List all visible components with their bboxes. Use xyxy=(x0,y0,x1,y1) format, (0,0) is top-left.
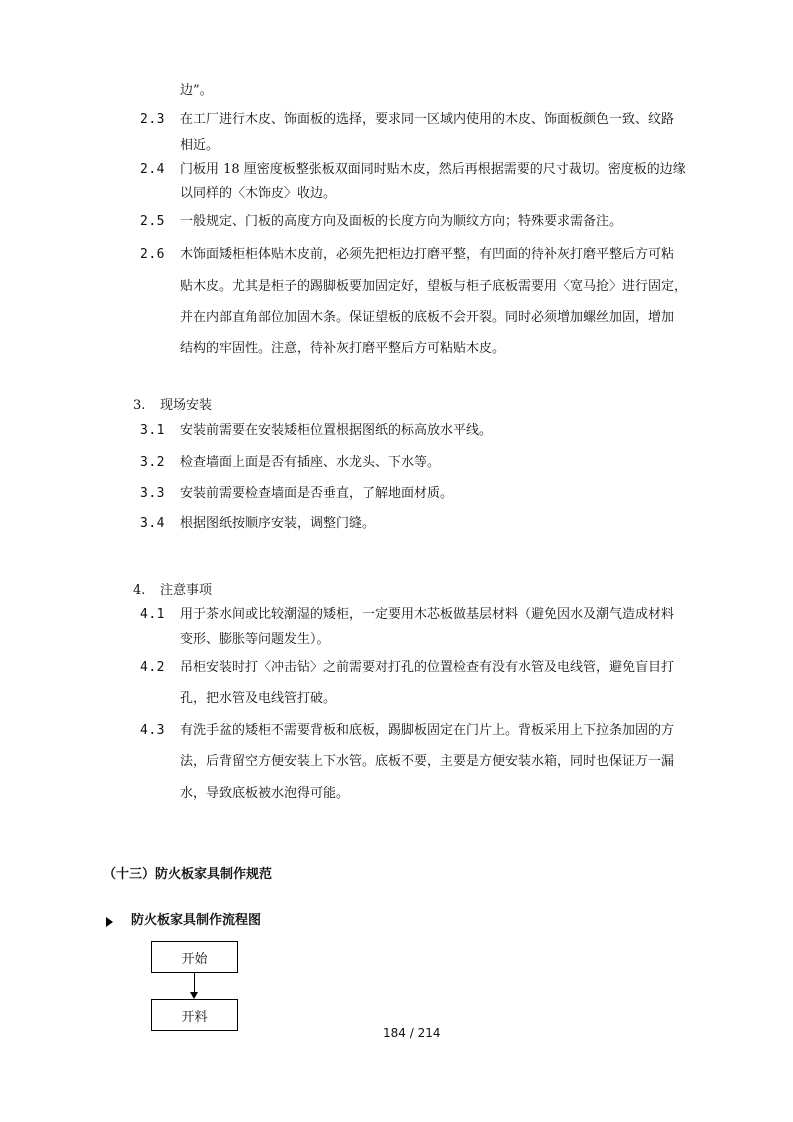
item-line: 安装前需要检查墙面是否垂直，了解地面材质。 xyxy=(180,486,454,501)
flow-arrow-head-icon xyxy=(190,992,198,999)
item-line: 相近。 xyxy=(180,138,220,153)
item-line: 木饰面矮柜柜体贴木皮前，必须先把柜边打磨平整，有凹面的待补灰打磨平整后方可粘 xyxy=(180,247,675,262)
item-number: 3.2 xyxy=(140,455,165,470)
item-line: 水，导致底板被水泡得可能。 xyxy=(180,786,350,801)
flow-cut-label: 开料 xyxy=(181,1009,208,1025)
item-line: 用于茶水间或比较潮湿的矮柜，一定要用木芯板做基层材料（避免因水及潮气造成材料 xyxy=(180,607,675,622)
item-number: 3.4 xyxy=(140,516,165,531)
item-line: 并在内部直角部位加固木条。保证望板的底板不会开裂。同时必须增加螺丝加固，增加 xyxy=(180,310,675,325)
item-line: 贴木皮。尤其是柜子的踢脚板要加固定好，望板与柜子底板需要用〈宽马抢〉进行固定， xyxy=(180,279,688,294)
item-line: 有洗手盆的矮柜不需要背板和底板，踢脚板固定在门片上。背板采用上下拉条加固的方 xyxy=(180,723,675,738)
item-number: 4.3 xyxy=(140,723,165,738)
item-line: 变形、膨胀等问题发生）。 xyxy=(180,632,330,647)
item-line: 结构的牢固性。注意，待补灰打磨平整后方可粘贴木皮。 xyxy=(180,341,506,356)
continuation-text: 边”。 xyxy=(180,83,213,98)
item-line: 门板用 18 厘密度板整张板双面同时贴木皮，然后再根据需要的尺寸裁切。密度板的边缘 xyxy=(180,162,686,177)
item-number: 3.1 xyxy=(140,423,165,438)
item-number: 2.3 xyxy=(140,112,165,127)
item-line: 孔，把水管及电线管打破。 xyxy=(180,691,337,706)
item-number: 2.5 xyxy=(140,214,165,229)
item-line: 安装前需要在安装矮柜位置根据图纸的标高放水平线。 xyxy=(180,423,493,438)
item-number: 2.4 xyxy=(140,162,165,177)
item-line: 吊柜安装时打〈冲击钻〉之前需要对打孔的位置检查有没有水管及电线管，避免盲目打 xyxy=(180,660,675,675)
flow-start-box xyxy=(151,941,238,973)
item-line: 在工厂进行木皮、饰面板的选择，要求同一区域内使用的木皮、饰面板颜色一致、纹路 xyxy=(180,112,675,127)
section-title: 现场安装 xyxy=(160,398,213,413)
section-number: 3. xyxy=(133,398,146,413)
chapter-heading: （十三）防火板家具制作规范 xyxy=(103,867,273,882)
flow-arrow-line xyxy=(194,973,195,993)
item-number: 4.1 xyxy=(140,607,165,622)
item-line: 以同样的〈木饰皮〉收边。 xyxy=(180,186,337,201)
item-line: 一般规定、门板的高度方向及面板的长度方向为顺纹方向；特殊要求需备注。 xyxy=(180,214,623,229)
flowchart-heading: 防火板家具制作流程图 xyxy=(131,913,262,928)
flow-start-label: 开始 xyxy=(181,951,208,967)
section-number: 4. xyxy=(133,583,146,598)
flow-cut-box xyxy=(151,999,238,1031)
item-line: 检查墙面上面是否有插座、水龙头、下水等。 xyxy=(180,455,441,470)
arrow-bullet-icon xyxy=(106,917,113,927)
item-number: 4.2 xyxy=(140,660,165,675)
item-number: 2.6 xyxy=(140,247,165,262)
item-number: 3.3 xyxy=(140,486,165,501)
item-line: 根据图纸按顺序安装，调整门缝。 xyxy=(180,516,376,531)
item-line: 法，后背留空方便安装上下水管。底板不要，主要是方便安装水箱，同时也保证万一漏 xyxy=(180,754,675,769)
section-title: 注意事项 xyxy=(160,583,213,598)
page-number: 184 / 214 xyxy=(383,1026,441,1040)
